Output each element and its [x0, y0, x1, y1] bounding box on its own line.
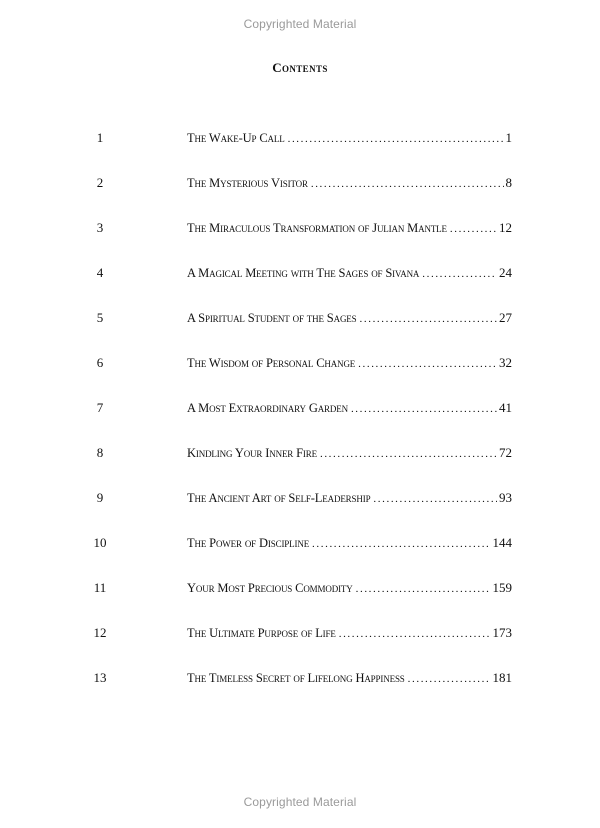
chapter-number: 7 — [96, 400, 104, 415]
dot-leader — [422, 266, 497, 282]
chapter-title[interactable]: Your Most Precious Commodity — [187, 581, 353, 595]
chapter-number: 6 — [96, 355, 104, 370]
toc-row-3[interactable] — [0, 220, 600, 265]
chapter-number: 12 — [93, 625, 107, 640]
page-number: 144 — [492, 535, 512, 550]
chapter-number: 11 — [93, 580, 107, 595]
toc-entry — [187, 625, 512, 642]
chapter-title[interactable]: The Power of Discipline — [187, 536, 310, 550]
toc-entry — [187, 175, 512, 192]
toc-entry — [187, 355, 512, 372]
chapter-title[interactable]: The Mysterious Visitor — [187, 176, 308, 190]
chapter-title[interactable]: A Most Extraordinary Garden — [187, 401, 348, 415]
toc-entry — [187, 490, 512, 507]
chapter-title[interactable]: The Timeless Secret of Lifelong Happiness — [187, 671, 405, 685]
toc-row-10[interactable] — [0, 535, 600, 580]
toc-row-11[interactable] — [0, 580, 600, 625]
page-number: 173 — [492, 625, 512, 640]
toc-row-5[interactable] — [0, 310, 600, 355]
dot-leader — [356, 581, 491, 597]
chapter-title[interactable]: The Miraculous Transformation of Julian Mantle — [187, 221, 447, 235]
chapter-number: 1 — [96, 130, 104, 145]
chapter-number: 9 — [96, 490, 104, 505]
toc-row-8[interactable] — [0, 445, 600, 490]
toc-entry — [187, 310, 512, 327]
chapter-number: 2 — [96, 175, 104, 190]
dot-leader — [450, 221, 497, 237]
dot-leader — [312, 536, 490, 552]
chapter-number: 5 — [96, 310, 104, 325]
chapter-title[interactable]: The Ultimate Purpose of Life — [187, 626, 336, 640]
chapter-number: 8 — [96, 445, 104, 460]
page-number: 24 — [499, 265, 512, 280]
dot-leader — [358, 356, 497, 372]
page-number: 27 — [499, 310, 512, 325]
toc-entry — [187, 130, 512, 147]
contents-heading: Contents — [272, 60, 328, 75]
toc-row-7[interactable] — [0, 400, 600, 445]
table-of-contents — [0, 130, 600, 715]
page-number: 8 — [505, 175, 512, 190]
toc-row-2[interactable] — [0, 175, 600, 220]
page-number: 181 — [492, 670, 512, 685]
chapter-number: 13 — [93, 670, 107, 685]
toc-entry — [187, 265, 512, 282]
toc-row-4[interactable] — [0, 265, 600, 310]
dot-leader — [339, 626, 491, 642]
page-number: 41 — [499, 400, 512, 415]
chapter-title[interactable]: The Wisdom of Personal Change — [187, 356, 356, 370]
toc-entry — [187, 400, 512, 417]
page-number: 1 — [505, 130, 512, 145]
toc-entry — [187, 445, 512, 462]
chapter-number: 10 — [93, 535, 107, 550]
toc-row-13[interactable] — [0, 670, 600, 715]
page-number: 32 — [499, 355, 512, 370]
toc-row-12[interactable] — [0, 625, 600, 670]
copyright-watermark-top: Copyrighted Material — [243, 17, 357, 31]
dot-leader — [408, 671, 491, 687]
toc-row-9[interactable] — [0, 490, 600, 535]
dot-leader — [320, 446, 497, 462]
toc-entry — [187, 670, 512, 687]
page-number: 93 — [499, 490, 512, 505]
chapter-title[interactable]: Kindling Your Inner Fire — [187, 446, 317, 460]
chapter-title[interactable]: The Ancient Art of Self-Leadership — [187, 491, 371, 505]
toc-row-6[interactable] — [0, 355, 600, 400]
page-number: 72 — [499, 445, 512, 460]
page-number: 159 — [492, 580, 512, 595]
dot-leader — [360, 311, 497, 327]
chapter-number: 3 — [96, 220, 104, 235]
dot-leader — [288, 131, 504, 147]
chapter-title[interactable]: A Magical Meeting with The Sages of Sivana — [187, 266, 420, 280]
dot-leader — [311, 176, 504, 192]
toc-entry — [187, 535, 512, 552]
copyright-watermark-bottom: Copyrighted Material — [243, 795, 357, 809]
chapter-title[interactable]: A Spiritual Student of the Sages — [187, 311, 357, 325]
toc-entry — [187, 580, 512, 597]
dot-leader — [351, 401, 497, 417]
chapter-title[interactable]: The Wake-Up Call — [187, 131, 285, 145]
page-number: 12 — [499, 220, 512, 235]
toc-row-1[interactable] — [0, 130, 600, 175]
chapter-number: 4 — [96, 265, 104, 280]
toc-entry — [187, 220, 512, 237]
dot-leader — [373, 491, 497, 507]
